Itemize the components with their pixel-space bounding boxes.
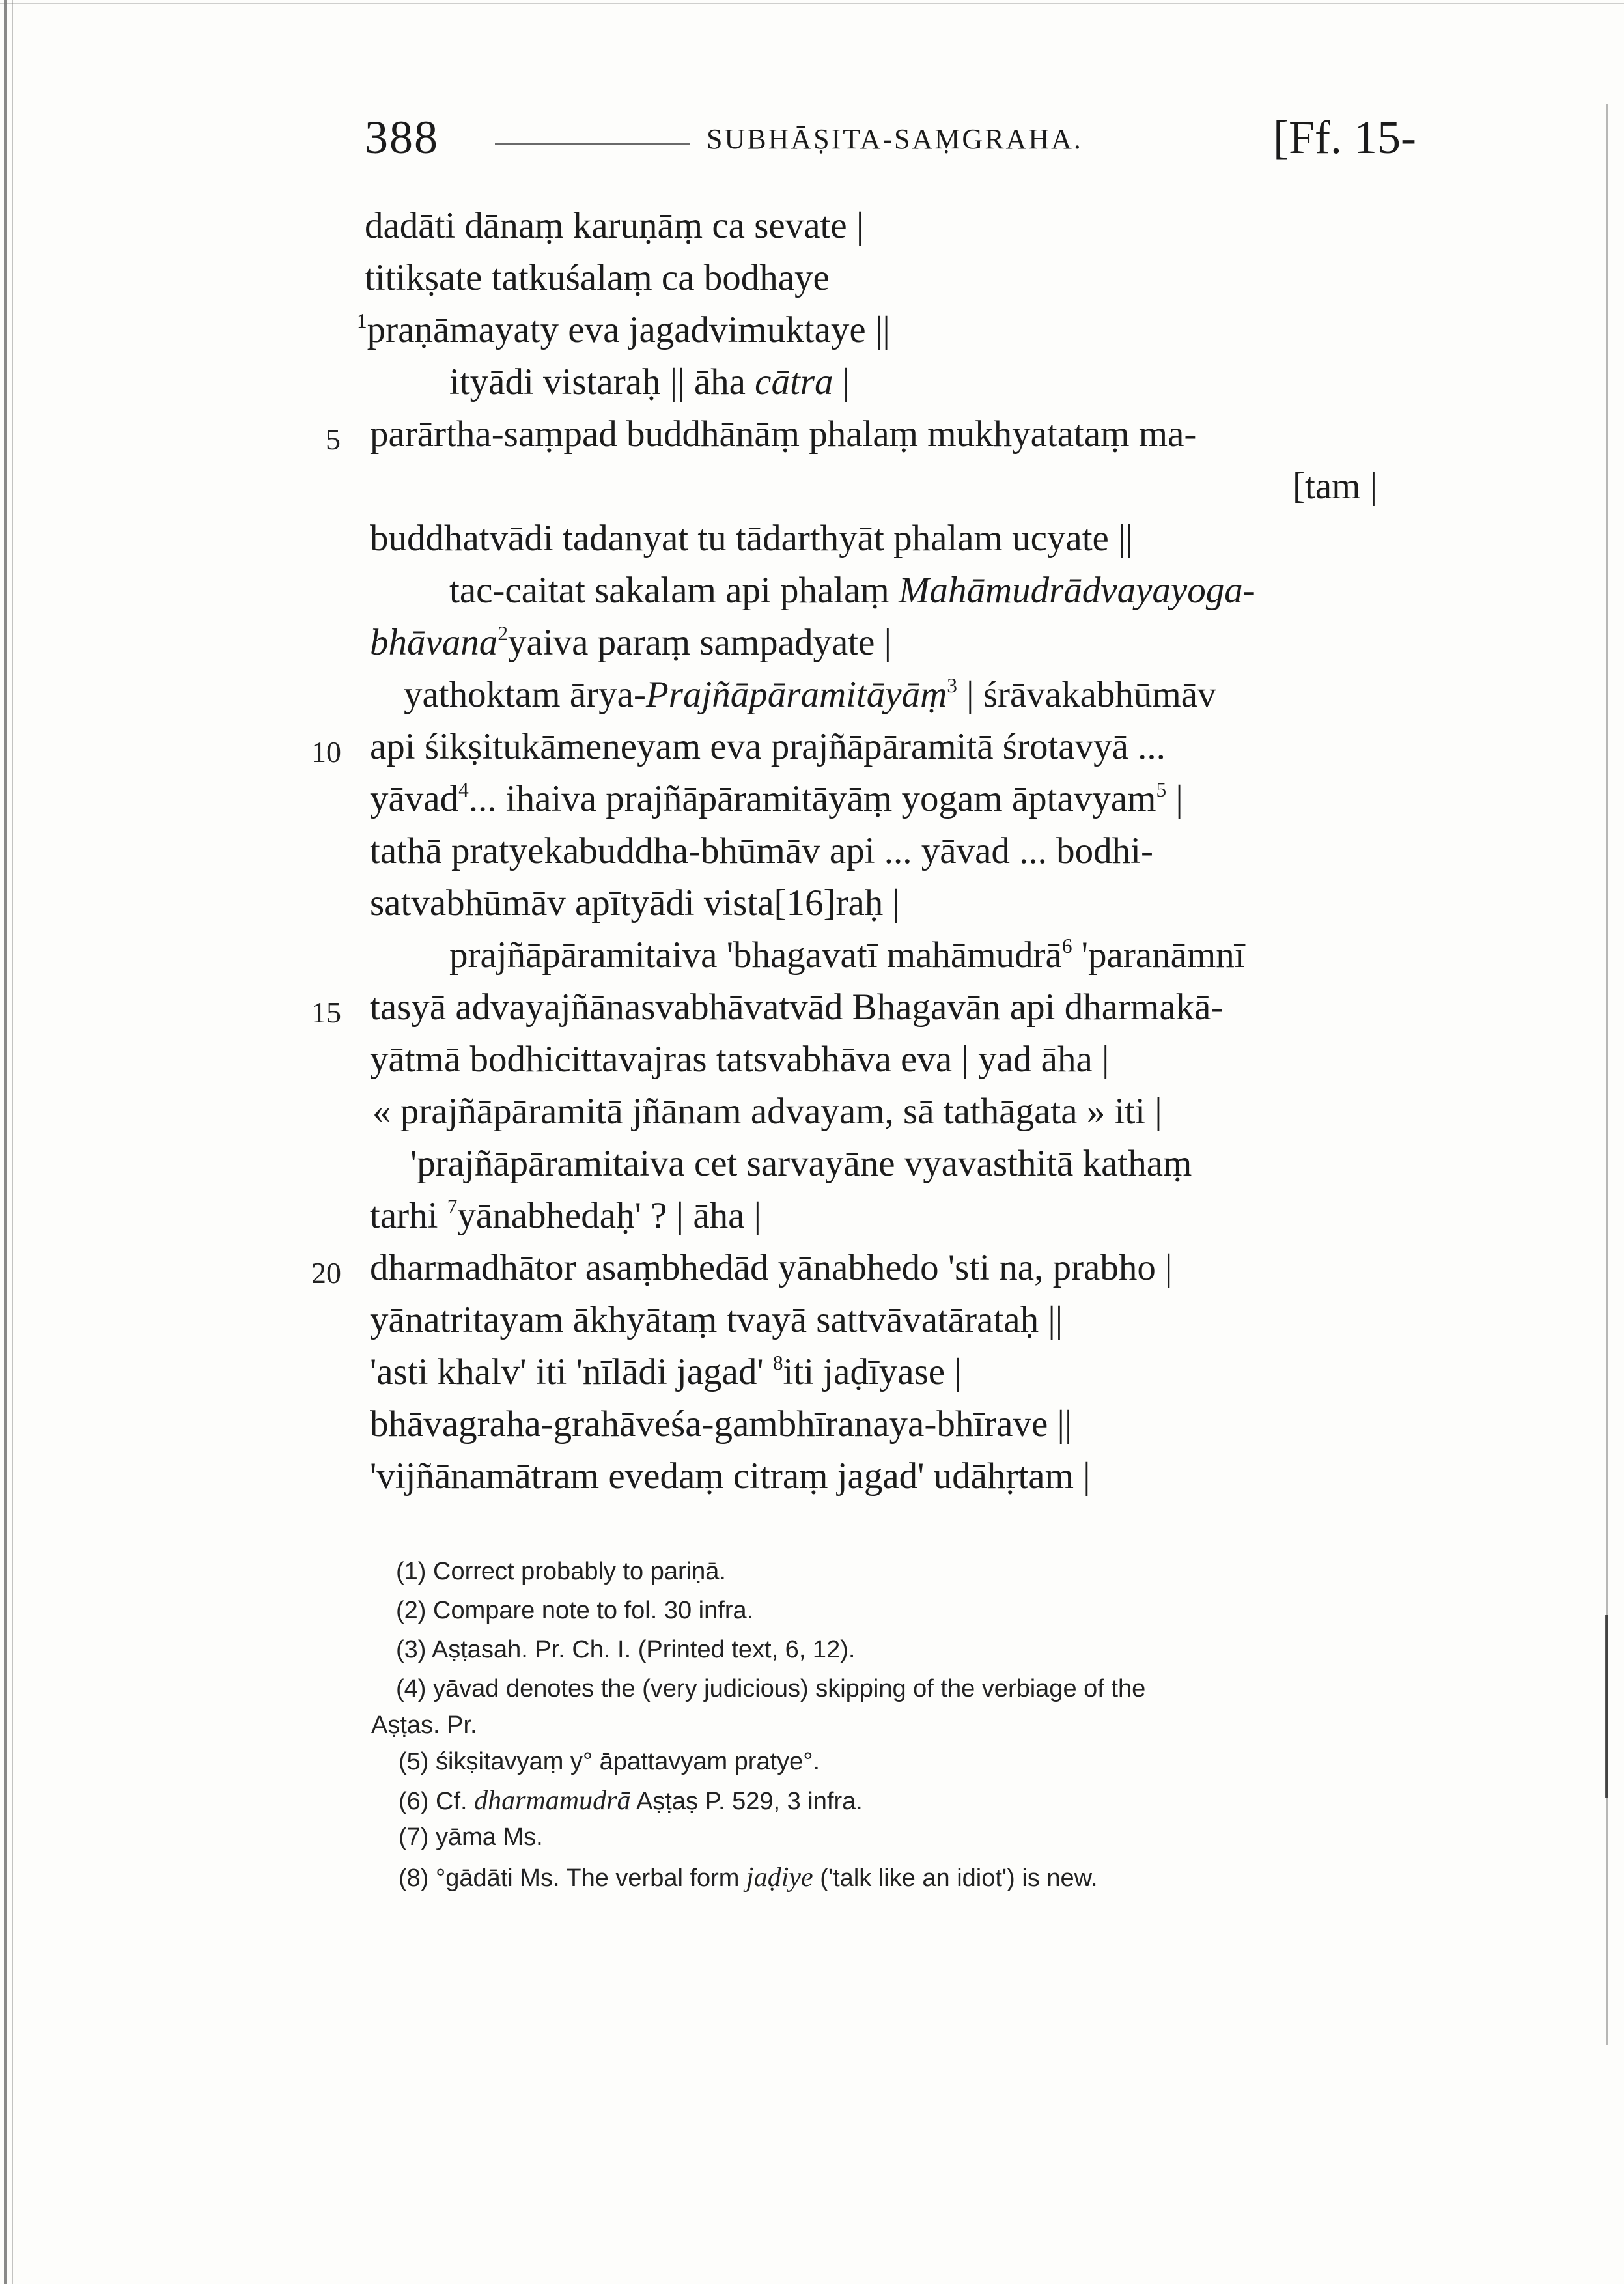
text-line-6: buddhatvādi tadanyat tu tādarthyāt phalam ucyate || bbox=[370, 518, 1133, 559]
scan-edge-left-inner bbox=[12, 0, 13, 2284]
text-line-3 bbox=[357, 311, 890, 348]
text-span: prajñāpāramitaiva 'bhagavatī mahāmudrā bbox=[449, 935, 1062, 976]
text-line-13: satvabhūmāv apītyādi vista[16]raḥ | bbox=[370, 882, 900, 923]
footnote-ref: 5 bbox=[1156, 778, 1167, 802]
scan-edge-top bbox=[0, 3, 1624, 4]
text-line-10: api śikṣitukāmeneyam eva prajñāpāramitā śrotavyā ... bbox=[370, 726, 1166, 767]
text-span: | bbox=[833, 361, 850, 402]
text-line-2: titikṣate tatkuśalaṃ ca bodhaye bbox=[365, 257, 830, 298]
text-span: (6) Cf. bbox=[399, 1788, 475, 1815]
italic-span: cātra bbox=[755, 361, 833, 402]
text-span: yathoktam ārya- bbox=[404, 674, 646, 715]
text-line-20: dharmadhātor asaṃbhedād yānabhedo 'sti na, prabho | bbox=[370, 1247, 1173, 1288]
text-span: Aṣṭaṣ P. 529, 3 infra. bbox=[630, 1788, 863, 1815]
italic-title: bhāvana bbox=[370, 622, 498, 663]
text-span: ... ihaiva prajñāpāramitāyāṃ yogam āptavyam bbox=[468, 778, 1156, 819]
footnote-1: (1) Correct probably to pariṇā. bbox=[396, 1558, 726, 1585]
text-span: iti jaḍīyase | bbox=[783, 1351, 962, 1392]
text-line-18: 'prajñāpāramitaiva cet sarvayāne vyavasthitā kathaṃ bbox=[410, 1143, 1192, 1184]
footnote-5: (5) śikṣitavyaṃ y° āpattavyam pratye°. bbox=[399, 1748, 820, 1775]
text-line-1: dadāti dānaṃ karuṇāṃ ca sevate | bbox=[365, 205, 864, 246]
footnote-ref: 2 bbox=[497, 622, 508, 645]
text-span: ityādi vistaraḥ || āha bbox=[449, 361, 755, 402]
text-span: yaiva paraṃ sampadyate | bbox=[507, 622, 892, 663]
text-line-17: « prajñāpāramitā jñānam advayam, sā tathāgata » iti | bbox=[372, 1091, 1162, 1132]
text-line-11 bbox=[370, 780, 1183, 817]
text-span: 'asti khalv' iti 'nīlādi jagad' bbox=[370, 1351, 773, 1392]
text-line-5-turnover: [tam | bbox=[1293, 466, 1378, 507]
italic-span: jaḍiye bbox=[746, 1863, 813, 1893]
text-line-22 bbox=[370, 1353, 962, 1390]
text-line-5: parārtha-saṃpad buddhānāṃ phalaṃ mukhyatataṃ ma- bbox=[370, 414, 1197, 455]
line-number-10: 10 bbox=[311, 735, 341, 768]
text-span: (8) °gādāti Ms. The verbal form bbox=[399, 1865, 747, 1892]
folio-reference: [Ff. 15- bbox=[1273, 111, 1416, 163]
line-number-15: 15 bbox=[311, 996, 341, 1029]
scan-edge-left bbox=[4, 0, 7, 2284]
italic-title: Mahāmudrādvayayoga- bbox=[898, 570, 1255, 611]
text-span: 'paranāmnī bbox=[1072, 935, 1245, 976]
text-span: tarhi bbox=[370, 1195, 447, 1236]
text-span: tac-caitat sakalam api phalaṃ bbox=[449, 570, 899, 611]
italic-title: Prajñāpāramitāyāṃ bbox=[645, 674, 947, 715]
footnote-4-continued: Aṣṭas. Pr. bbox=[371, 1712, 477, 1739]
line-number-20: 20 bbox=[311, 1256, 341, 1290]
text-span: yāvad bbox=[370, 778, 459, 819]
line-number-5: 5 bbox=[326, 423, 341, 456]
footnote-ref: 4 bbox=[458, 778, 469, 802]
text-line-24: 'vijñānamātram evedaṃ citraṃ jagad' udāhṛtam | bbox=[370, 1456, 1091, 1497]
text-line-3-content: praṇāmayaty eva jagadvimuktaye || bbox=[367, 309, 890, 350]
text-line-8 bbox=[370, 624, 891, 661]
text-line-21: yānatritayam ākhyātaṃ tvayā sattvāvatārataḥ || bbox=[370, 1299, 1063, 1340]
footnote-6 bbox=[399, 1787, 863, 1814]
text-line-7 bbox=[449, 572, 1255, 609]
page-header bbox=[0, 111, 1624, 169]
running-title: SUBHĀṢITA-SAṂGRAHA. bbox=[707, 123, 1083, 155]
scan-edge-right-mark bbox=[1605, 1615, 1608, 1798]
footnote-3: (3) Aṣṭasah. Pr. Ch. I. (Printed text, 6, 12). bbox=[396, 1636, 856, 1663]
footnote-2: (2) Compare note to fol. 30 infra. bbox=[396, 1597, 754, 1624]
footnote-ref: 6 bbox=[1061, 935, 1072, 958]
text-line-9 bbox=[404, 676, 1216, 713]
text-line-19 bbox=[370, 1197, 761, 1234]
footnote-ref: 1 bbox=[357, 309, 367, 333]
text-line-4 bbox=[449, 363, 850, 401]
footnote-ref: 8 bbox=[772, 1351, 783, 1375]
italic-span: dharmamudrā bbox=[474, 1786, 631, 1816]
text-span: | bbox=[1166, 778, 1183, 819]
footnote-8 bbox=[399, 1864, 1098, 1891]
text-span: ('talk like an idiot') is new. bbox=[813, 1865, 1098, 1892]
text-span: | śrāvakabhūmāv bbox=[957, 674, 1216, 715]
text-line-23: bhāvagraha-grahāveśa-gambhīranaya-bhīrave || bbox=[370, 1403, 1072, 1445]
page-number: 388 bbox=[365, 111, 439, 163]
running-head-rule bbox=[495, 143, 690, 145]
footnote-7: (7) yāma Ms. bbox=[399, 1824, 543, 1851]
text-span: yānabhedaḥ' ? | āha | bbox=[457, 1195, 762, 1236]
text-line-16: yātmā bodhicittavajras tatsvabhāva eva | yad āha | bbox=[370, 1039, 1110, 1080]
text-line-15: tasyā advayajñānasvabhāvatvād Bhagavān api dharmakā- bbox=[370, 987, 1224, 1028]
footnote-4: (4) yāvad denotes the (very judicious) skipping of the verbiage of the bbox=[396, 1675, 1146, 1702]
footnote-ref: 3 bbox=[947, 674, 957, 698]
text-line-14 bbox=[449, 937, 1245, 974]
text-line-12: tathā pratyekabuddha-bhūmāv api ... yāvad ... bodhi- bbox=[370, 830, 1153, 871]
footnote-ref: 7 bbox=[447, 1195, 458, 1219]
